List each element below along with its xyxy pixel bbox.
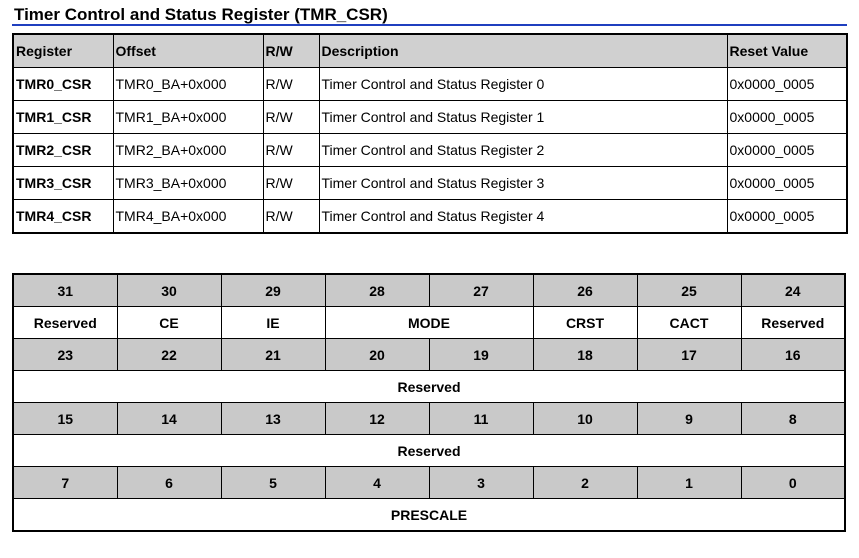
rw-cell: R/W — [263, 68, 319, 101]
bit-field-row — [13, 499, 845, 532]
bit-number: 26 — [533, 274, 637, 307]
bit-number: 1 — [637, 467, 741, 499]
rw-cell: R/W — [263, 167, 319, 200]
bit-number: 30 — [117, 274, 221, 307]
bit-number: 14 — [117, 403, 221, 435]
table-row — [13, 167, 847, 200]
offset-cell: TMR2_BA+0x000 — [113, 134, 263, 167]
bit-number: 22 — [117, 339, 221, 371]
bit-number: 15 — [13, 403, 117, 435]
column-header-offset: Offset — [113, 34, 263, 68]
bit-field-cact: CACT — [637, 307, 741, 339]
offset-cell: TMR3_BA+0x000 — [113, 167, 263, 200]
reset-value-cell: 0x0000_0005 — [727, 200, 847, 234]
register-name-cell: TMR2_CSR — [13, 134, 113, 167]
title-underline — [12, 24, 847, 26]
bit-field-reserved: Reserved — [13, 307, 117, 339]
bit-number: 10 — [533, 403, 637, 435]
bit-number: 31 — [13, 274, 117, 307]
bit-number: 8 — [741, 403, 845, 435]
bit-field-prescale: PRESCALE — [13, 499, 845, 532]
bit-number: 21 — [221, 339, 325, 371]
reset-value-cell: 0x0000_0005 — [727, 134, 847, 167]
table-row — [13, 200, 847, 234]
bit-field-row — [13, 371, 845, 403]
bit-field-ie: IE — [221, 307, 325, 339]
bit-number-row — [13, 339, 845, 371]
rw-cell: R/W — [263, 200, 319, 234]
register-name-cell: TMR4_CSR — [13, 200, 113, 234]
bit-number: 16 — [741, 339, 845, 371]
bit-field-reserved: Reserved — [13, 371, 845, 403]
column-header-rw: R/W — [263, 34, 319, 68]
bit-number: 17 — [637, 339, 741, 371]
bit-number: 18 — [533, 339, 637, 371]
bit-field-ce: CE — [117, 307, 221, 339]
bit-number: 29 — [221, 274, 325, 307]
description-cell: Timer Control and Status Register 0 — [319, 68, 727, 101]
bit-number: 27 — [429, 274, 533, 307]
register-table — [12, 33, 848, 234]
bit-field-row — [13, 307, 845, 339]
bit-field-crst: CRST — [533, 307, 637, 339]
reset-value-cell: 0x0000_0005 — [727, 167, 847, 200]
bit-number: 2 — [533, 467, 637, 499]
bit-number: 19 — [429, 339, 533, 371]
register-table-header-row — [13, 34, 847, 68]
bit-number-row — [13, 403, 845, 435]
description-cell: Timer Control and Status Register 4 — [319, 200, 727, 234]
reset-value-cell: 0x0000_0005 — [727, 101, 847, 134]
bit-number: 3 — [429, 467, 533, 499]
bit-field-reserved: Reserved — [13, 435, 845, 467]
bitfield-table — [12, 273, 846, 532]
column-header-register: Register — [13, 34, 113, 68]
bit-field-reserved: Reserved — [741, 307, 845, 339]
reset-value-cell: 0x0000_0005 — [727, 68, 847, 101]
bit-number: 25 — [637, 274, 741, 307]
table-row — [13, 68, 847, 101]
description-cell: Timer Control and Status Register 1 — [319, 101, 727, 134]
table-row — [13, 101, 847, 134]
column-header-reset-value: Reset Value — [727, 34, 847, 68]
page-title: Timer Control and Status Register (TMR_CSR) — [14, 5, 388, 24]
bit-number: 20 — [325, 339, 429, 371]
rw-cell: R/W — [263, 101, 319, 134]
offset-cell: TMR0_BA+0x000 — [113, 68, 263, 101]
bit-field-mode: MODE — [325, 307, 533, 339]
column-header-description: Description — [319, 34, 727, 68]
bit-number: 9 — [637, 403, 741, 435]
bit-number: 7 — [13, 467, 117, 499]
description-cell: Timer Control and Status Register 3 — [319, 167, 727, 200]
bit-number: 0 — [741, 467, 845, 499]
bit-number: 11 — [429, 403, 533, 435]
bit-field-row — [13, 435, 845, 467]
bit-number: 24 — [741, 274, 845, 307]
bit-number: 13 — [221, 403, 325, 435]
bit-number: 23 — [13, 339, 117, 371]
register-name-cell: TMR3_CSR — [13, 167, 113, 200]
description-cell: Timer Control and Status Register 2 — [319, 134, 727, 167]
bit-number: 12 — [325, 403, 429, 435]
bit-number: 4 — [325, 467, 429, 499]
table-row — [13, 134, 847, 167]
bit-number: 5 — [221, 467, 325, 499]
offset-cell: TMR4_BA+0x000 — [113, 200, 263, 234]
offset-cell: TMR1_BA+0x000 — [113, 101, 263, 134]
bit-number-row — [13, 467, 845, 499]
register-name-cell: TMR0_CSR — [13, 68, 113, 101]
bit-number: 6 — [117, 467, 221, 499]
register-name-cell: TMR1_CSR — [13, 101, 113, 134]
rw-cell: R/W — [263, 134, 319, 167]
bit-number-row — [13, 274, 845, 307]
bit-number: 28 — [325, 274, 429, 307]
